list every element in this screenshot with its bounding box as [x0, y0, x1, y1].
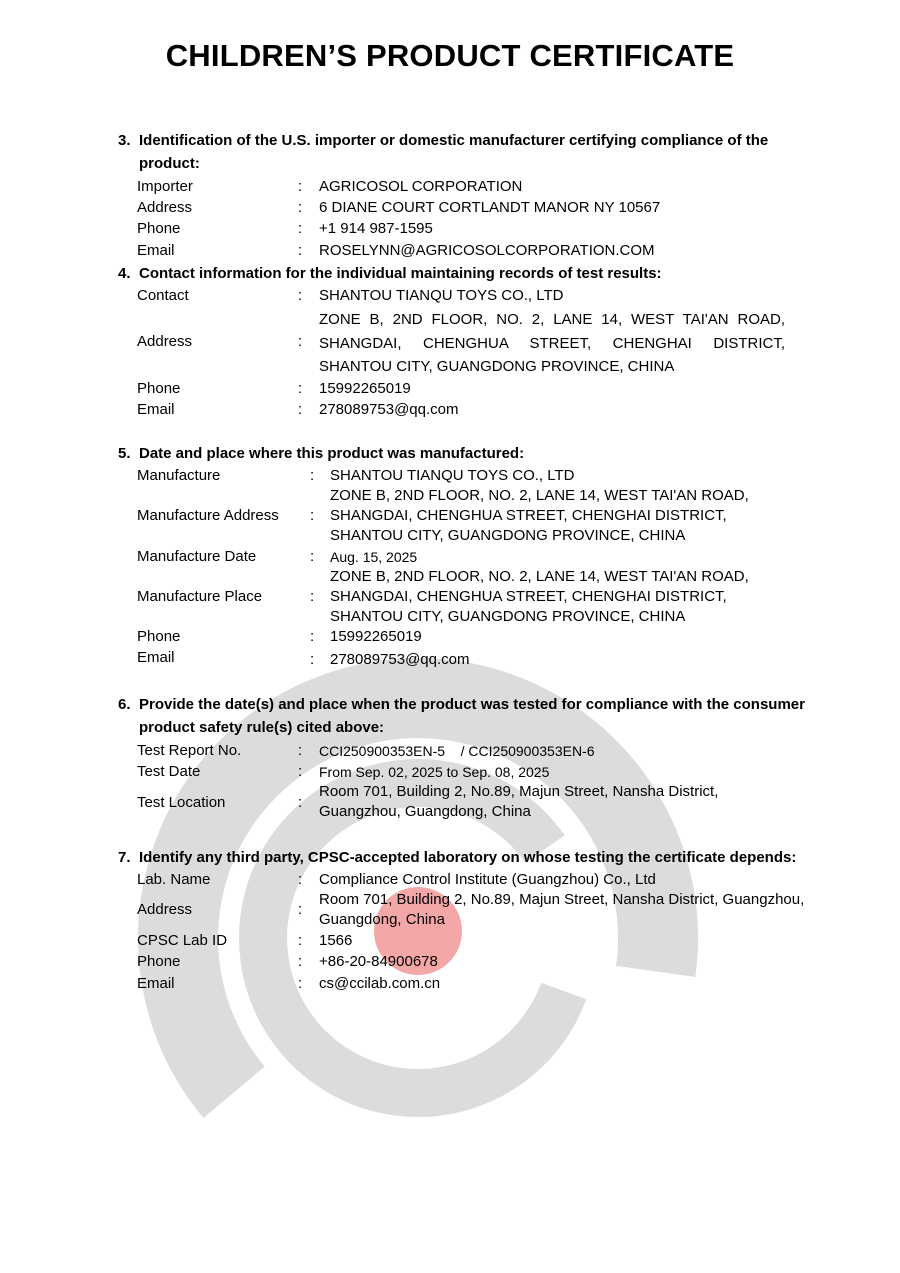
field-value-multiline: [319, 890, 804, 930]
section-3-heading: [118, 129, 818, 175]
address-line: ZONE B, 2ND FLOOR, NO. 2, LANE 14, WEST TAI'AN ROAD,: [330, 568, 749, 585]
field-label: Phone: [137, 220, 181, 237]
field-colon: :: [298, 199, 303, 216]
field-label: Manufacture Address: [137, 507, 279, 524]
address-line: Room 701, Building 2, No.89, Majun Street, Nansha District,: [319, 783, 719, 800]
section-heading-line: Date and place where this product was manufactured:: [139, 445, 525, 462]
section-number: 5.: [118, 445, 131, 462]
address-line: SHANGDAI, CHENGHUA STREET, CHENGHAI DISTRICT,: [330, 588, 727, 605]
section-number: 4.: [118, 265, 131, 282]
address-line: Guangzhou, Guangdong, China: [319, 803, 531, 820]
field-colon: :: [310, 628, 315, 645]
contact-address-row: [137, 309, 817, 379]
field-value-multiline: [319, 782, 718, 822]
field-colon: :: [298, 901, 303, 918]
section-heading-line: Identification of the U.S. importer or domestic manufacturer certifying compliance of the: [139, 132, 769, 149]
field-value-multiline: [330, 486, 749, 546]
field-value: 15992265019: [330, 628, 422, 645]
test-location-row: [137, 783, 817, 823]
field-value: Compliance Control Institute (Guangzhou) Co., Ltd: [319, 871, 656, 888]
field-label: Phone: [137, 953, 181, 970]
field-colon: :: [310, 507, 315, 524]
section-number: 3.: [118, 132, 131, 149]
section-heading-line: Provide the date(s) and place when the product was tested for compliance with the consumer: [139, 696, 805, 713]
address-line: ZONE B, 2ND FLOOR, NO. 2, LANE 14, WEST TAI'AN ROAD,: [319, 311, 785, 328]
field-label: Lab. Name: [137, 871, 211, 888]
field-label: Manufacture: [137, 467, 221, 484]
field-label: Manufacture Place: [137, 588, 263, 605]
field-value: 1566: [319, 932, 353, 949]
field-colon: :: [310, 467, 315, 484]
address-line: SHANGDAI, CHENGHUA STREET, CHENGHAI DISTRICT,: [319, 334, 785, 352]
manufacture-place-row: [137, 568, 817, 628]
field-value: 6 DIANE COURT CORTLANDT MANOR NY 10567: [319, 199, 661, 216]
field-colon: :: [298, 287, 303, 304]
field-label: Manufacture Date: [137, 548, 257, 565]
field-label: Address: [137, 199, 193, 216]
field-value-multiline: [330, 567, 749, 627]
section-number: 6.: [118, 696, 131, 713]
field-value: 15992265019: [319, 380, 411, 397]
page-title: CHILDREN’S PRODUCT CERTIFICATE: [165, 38, 735, 73]
field-value: cs@ccilab.com.cn: [319, 975, 441, 992]
field-colon: :: [298, 871, 303, 888]
field-value-multiline: [319, 308, 785, 379]
field-colon: :: [298, 975, 303, 992]
field-colon: :: [298, 178, 303, 195]
field-colon: :: [310, 588, 315, 605]
address-line: ZONE B, 2ND FLOOR, NO. 2, LANE 14, WEST TAI'AN ROAD,: [330, 487, 749, 504]
field-label: Email: [137, 649, 175, 666]
field-colon: :: [298, 742, 303, 759]
field-value: ROSELYNN@AGRICOSOLCORPORATION.COM: [319, 242, 655, 259]
field-value: 278089753@qq.com: [330, 651, 470, 668]
field-colon: :: [298, 953, 303, 970]
section-7-heading: [118, 846, 838, 869]
field-colon: :: [298, 794, 303, 811]
section-4-heading: [118, 262, 818, 285]
field-label: Address: [137, 333, 193, 350]
field-value: SHANTOU TIANQU TOYS CO., LTD: [330, 467, 575, 484]
section-heading-line: Identify any third party, CPSC-accepted laboratory on whose testing the certificate depends:: [139, 849, 797, 866]
manufacture-address-row: [137, 487, 817, 547]
field-colon: :: [298, 333, 303, 350]
field-label: Email: [137, 401, 175, 418]
section-heading-line: product:: [139, 155, 200, 172]
address-line: SHANTOU CITY, GUANGDONG PROVINCE, CHINA: [319, 358, 675, 375]
field-colon: :: [298, 763, 303, 780]
address-line: SHANTOU CITY, GUANGDONG PROVINCE, CHINA: [330, 527, 686, 544]
address-line: Guangdong, China: [319, 911, 445, 928]
field-value: Aug. 15, 2025: [330, 549, 418, 565]
field-value: +86-20-84900678: [319, 953, 438, 970]
field-label: Phone: [137, 628, 181, 645]
field-colon: :: [298, 401, 303, 418]
section-heading-line: product safety rule(s) cited above:: [139, 719, 385, 736]
field-value: From Sep. 02, 2025 to Sep. 08, 2025: [319, 764, 550, 780]
field-label: CPSC Lab ID: [137, 932, 228, 949]
field-colon: :: [298, 932, 303, 949]
field-label: Test Location: [137, 794, 226, 811]
field-value: CCI250900353EN-5 / CCI250900353EN-6: [319, 743, 595, 759]
field-label: Test Report No.: [137, 742, 242, 759]
field-value: AGRICOSOL CORPORATION: [319, 178, 523, 195]
section-heading-line: Contact information for the individual maintaining records of test results:: [139, 265, 662, 282]
field-label: Email: [137, 975, 175, 992]
field-label: Importer: [137, 178, 193, 195]
field-value: +1 914 987-1595: [319, 220, 433, 237]
field-colon: :: [310, 651, 315, 668]
field-colon: :: [298, 380, 303, 397]
field-label: Phone: [137, 380, 181, 397]
section-number: 7.: [118, 849, 131, 866]
field-value: 278089753@qq.com: [319, 401, 459, 418]
address-line: SHANTOU CITY, GUANGDONG PROVINCE, CHINA: [330, 608, 686, 625]
section-6-heading: [118, 693, 818, 739]
field-colon: :: [298, 220, 303, 237]
field-label: Email: [137, 242, 175, 259]
field-label: Contact: [137, 287, 189, 304]
lab-address-row: [137, 891, 817, 931]
field-colon: :: [310, 548, 315, 565]
field-label: Test Date: [137, 763, 201, 780]
field-value: SHANTOU TIANQU TOYS CO., LTD: [319, 287, 564, 304]
address-line: Room 701, Building 2, No.89, Majun Street, Nansha District, Guangzhou,: [319, 891, 805, 908]
field-colon: :: [298, 242, 303, 259]
field-label: Address: [137, 901, 193, 918]
address-line: SHANGDAI, CHENGHUA STREET, CHENGHAI DISTRICT,: [330, 507, 727, 524]
section-5-heading: [118, 442, 818, 465]
